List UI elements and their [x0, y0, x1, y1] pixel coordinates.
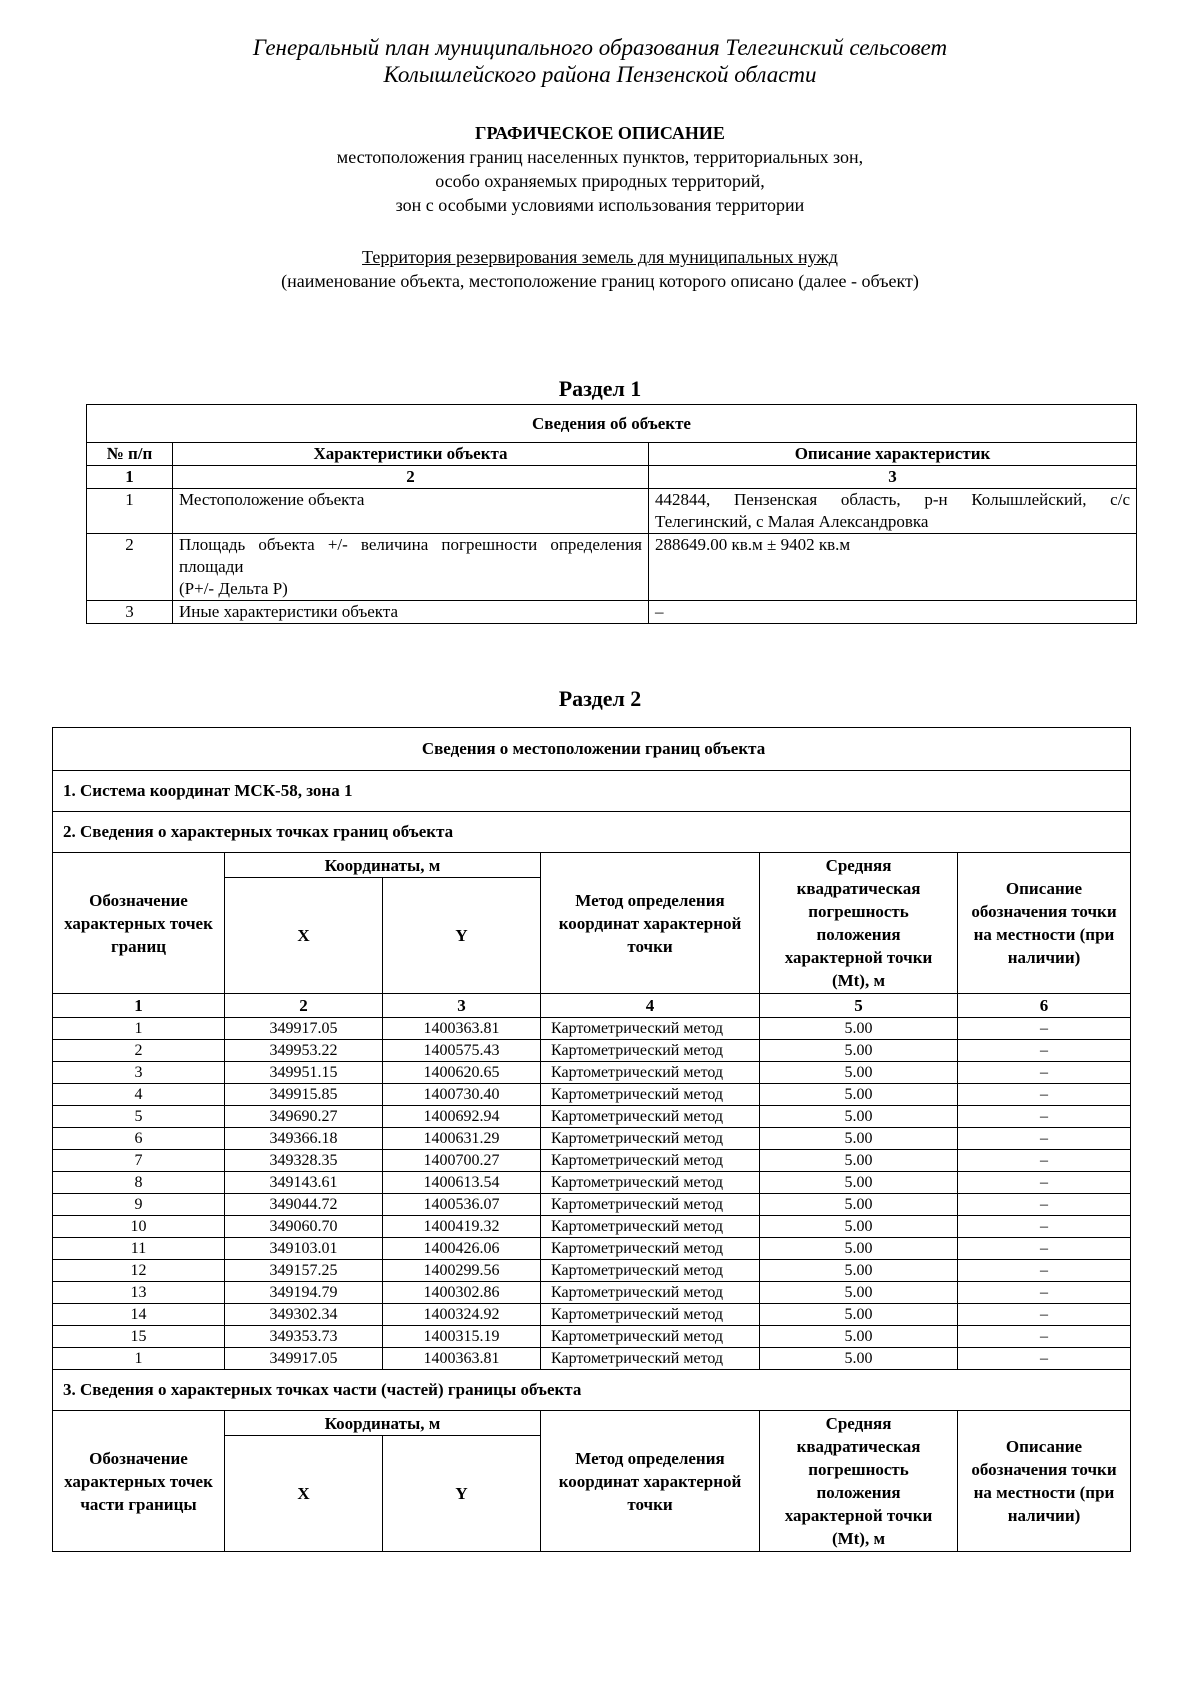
point-error: 5.00	[760, 1062, 958, 1084]
point-number: 14	[53, 1304, 225, 1326]
point-error: 5.00	[760, 1018, 958, 1040]
point-error: 5.00	[760, 1084, 958, 1106]
point-method: Картометрический метод	[541, 1304, 760, 1326]
point-y: 1400363.81	[383, 1018, 541, 1040]
table-row	[87, 534, 1137, 601]
point-method: Картометрический метод	[541, 1084, 760, 1106]
point-description: –	[958, 1304, 1131, 1326]
row-num: 3	[87, 601, 173, 624]
point-method: Картометрический метод	[541, 1040, 760, 1062]
column-header-coordinates: Координаты, м	[225, 853, 541, 878]
point-error: 5.00	[760, 1216, 958, 1238]
point-number: 13	[53, 1282, 225, 1304]
point-error: 5.00	[760, 1106, 958, 1128]
column-header-y: Y	[383, 878, 541, 994]
row-characteristic-extra: (Р+/- Дельта Р)	[179, 579, 288, 598]
point-method: Картометрический метод	[541, 1172, 760, 1194]
table-row	[53, 1216, 1131, 1238]
point-error: 5.00	[760, 1238, 958, 1260]
point-x: 349917.05	[225, 1018, 383, 1040]
point-method: Картометрический метод	[541, 1194, 760, 1216]
point-number: 10	[53, 1216, 225, 1238]
column-header-num: № п/п	[87, 443, 173, 466]
column-number-6: 6	[958, 994, 1131, 1018]
row-num: 2	[87, 534, 173, 601]
point-x: 349157.25	[225, 1260, 383, 1282]
page-header	[0, 34, 1200, 88]
point-y: 1400302.86	[383, 1282, 541, 1304]
table-row	[87, 489, 1137, 534]
point-y: 1400363.81	[383, 1348, 541, 1370]
parts-column-header-y: Y	[383, 1436, 541, 1552]
column-number-5: 5	[760, 994, 958, 1018]
row-characteristic-text: Площадь объекта +/- величина погрешности определения площади	[179, 535, 642, 576]
point-description: –	[958, 1326, 1131, 1348]
point-method: Картометрический метод	[541, 1018, 760, 1040]
point-number: 3	[53, 1062, 225, 1084]
point-description: –	[958, 1150, 1131, 1172]
column-number-4: 4	[541, 994, 760, 1018]
point-description: –	[958, 1018, 1131, 1040]
column-header-point: Обозначение характерных точек границ	[53, 853, 225, 994]
row-characteristic: Иные характеристики объекта	[173, 601, 649, 624]
document-subtitle	[0, 145, 1200, 217]
point-number: 2	[53, 1040, 225, 1062]
point-error: 5.00	[760, 1282, 958, 1304]
point-x: 349951.15	[225, 1062, 383, 1084]
header-line-2: Колышлейского района Пензенской области	[383, 62, 817, 87]
table-row	[87, 601, 1137, 624]
parts-column-header-method: Метод определения координат характерной точки	[541, 1411, 760, 1552]
column-number-2: 2	[173, 466, 649, 489]
point-error: 5.00	[760, 1348, 958, 1370]
point-description: –	[958, 1238, 1131, 1260]
point-y: 1400426.06	[383, 1238, 541, 1260]
table-row	[53, 1172, 1131, 1194]
point-number: 11	[53, 1238, 225, 1260]
point-y: 1400536.07	[383, 1194, 541, 1216]
point-y: 1400631.29	[383, 1128, 541, 1150]
subtitle-line-3: зон с особыми условиями использования территории	[395, 195, 805, 215]
table-row	[53, 1260, 1131, 1282]
table-row	[53, 1084, 1131, 1106]
point-x: 349366.18	[225, 1128, 383, 1150]
point-error: 5.00	[760, 1172, 958, 1194]
point-number: 15	[53, 1326, 225, 1348]
point-x: 349044.72	[225, 1194, 383, 1216]
column-number-1: 1	[53, 994, 225, 1018]
column-number-2: 2	[225, 994, 383, 1018]
column-header-description: Описание характеристик	[649, 443, 1137, 466]
table-row	[53, 1326, 1131, 1348]
subtitle-line-2: особо охраняемых природных территорий,	[435, 171, 765, 191]
point-description: –	[958, 1216, 1131, 1238]
row-description: 442844, Пензенская область, р-н Колышлейский, с/с Телегинский, с Малая Александровка	[649, 489, 1137, 534]
point-y: 1400700.27	[383, 1150, 541, 1172]
point-method: Картометрический метод	[541, 1216, 760, 1238]
point-method: Картометрический метод	[541, 1062, 760, 1084]
point-description: –	[958, 1194, 1131, 1216]
point-number: 4	[53, 1084, 225, 1106]
table-row	[53, 1194, 1131, 1216]
point-method: Картометрический метод	[541, 1326, 760, 1348]
table-row	[53, 1238, 1131, 1260]
point-number: 8	[53, 1172, 225, 1194]
object-info-table-title: Сведения об объекте	[87, 405, 1137, 443]
point-number: 12	[53, 1260, 225, 1282]
point-description: –	[958, 1282, 1131, 1304]
column-number-3: 3	[649, 466, 1137, 489]
table-row	[53, 1128, 1131, 1150]
row-description: –	[649, 601, 1137, 624]
parts-column-header-point: Обозначение характерных точек части границы	[53, 1411, 225, 1552]
point-error: 5.00	[760, 1326, 958, 1348]
coordinate-system: 1. Система координат МСК-58, зона 1	[53, 771, 1131, 812]
parts-column-header-coordinates: Координаты, м	[225, 1411, 541, 1436]
point-method: Картометрический метод	[541, 1260, 760, 1282]
point-y: 1400613.54	[383, 1172, 541, 1194]
point-method: Картометрический метод	[541, 1282, 760, 1304]
point-number: 1	[53, 1018, 225, 1040]
point-error: 5.00	[760, 1194, 958, 1216]
column-header-description: Описание обозначения точки на местности (при наличии)	[958, 853, 1131, 994]
point-y: 1400299.56	[383, 1260, 541, 1282]
point-number: 9	[53, 1194, 225, 1216]
point-y: 1400730.40	[383, 1084, 541, 1106]
point-error: 5.00	[760, 1040, 958, 1062]
boundary-points-table	[52, 727, 1131, 1552]
object-info-table	[86, 404, 1137, 624]
row-characteristic	[173, 534, 649, 601]
row-description: 288649.00 кв.м ± 9402 кв.м	[649, 534, 1137, 601]
point-description: –	[958, 1172, 1131, 1194]
point-description: –	[958, 1260, 1131, 1282]
point-error: 5.00	[760, 1150, 958, 1172]
table-row	[53, 1304, 1131, 1326]
point-description: –	[958, 1128, 1131, 1150]
object-name: Территория резервирования земель для муниципальных нужд	[362, 247, 838, 267]
boundary-table-title: Сведения о местоположении границ объекта	[53, 728, 1131, 771]
table-row	[53, 1062, 1131, 1084]
section-1-heading: Раздел 1	[558, 376, 642, 401]
point-x: 349302.34	[225, 1304, 383, 1326]
point-x: 349690.27	[225, 1106, 383, 1128]
column-header-error: Средняя квадратическая погрешность положения характерной точки (Mt), м	[760, 853, 958, 994]
object-name-caption: (наименование объекта, местоположение границ которого описано (далее - объект)	[281, 271, 919, 291]
parts-column-header-error: Средняя квадратическая погрешность положения характерной точки (Mt), м	[760, 1411, 958, 1552]
column-header-x: X	[225, 878, 383, 994]
point-x: 349194.79	[225, 1282, 383, 1304]
point-error: 5.00	[760, 1304, 958, 1326]
points-section-title: 2. Сведения о характерных точках границ объекта	[53, 812, 1131, 853]
table-row	[53, 1040, 1131, 1062]
table-row	[53, 1348, 1131, 1370]
point-x: 349353.73	[225, 1326, 383, 1348]
point-number: 6	[53, 1128, 225, 1150]
point-method: Картометрический метод	[541, 1150, 760, 1172]
point-description: –	[958, 1348, 1131, 1370]
object-name-block	[0, 245, 1200, 293]
subtitle-line-1: местоположения границ населенных пунктов, территориальных зон,	[336, 147, 864, 167]
table-row	[53, 1150, 1131, 1172]
point-x: 349915.85	[225, 1084, 383, 1106]
point-description: –	[958, 1084, 1131, 1106]
point-number: 5	[53, 1106, 225, 1128]
point-method: Картометрический метод	[541, 1128, 760, 1150]
point-y: 1400419.32	[383, 1216, 541, 1238]
row-num: 1	[87, 489, 173, 534]
point-method: Картометрический метод	[541, 1106, 760, 1128]
point-x: 349917.05	[225, 1348, 383, 1370]
point-y: 1400575.43	[383, 1040, 541, 1062]
point-x: 349953.22	[225, 1040, 383, 1062]
table-row	[53, 1018, 1131, 1040]
point-x: 349103.01	[225, 1238, 383, 1260]
point-description: –	[958, 1106, 1131, 1128]
point-number: 7	[53, 1150, 225, 1172]
point-method: Картометрический метод	[541, 1238, 760, 1260]
point-method: Картометрический метод	[541, 1348, 760, 1370]
section-2-heading: Раздел 2	[558, 686, 642, 711]
point-y: 1400692.94	[383, 1106, 541, 1128]
table-row	[53, 1106, 1131, 1128]
point-x: 349143.61	[225, 1172, 383, 1194]
point-x: 349328.35	[225, 1150, 383, 1172]
parts-column-header-x: X	[225, 1436, 383, 1552]
point-y: 1400315.19	[383, 1326, 541, 1348]
point-number: 1	[53, 1348, 225, 1370]
column-header-method: Метод определения координат характерной точки	[541, 853, 760, 994]
column-number-3: 3	[383, 994, 541, 1018]
point-error: 5.00	[760, 1128, 958, 1150]
point-y: 1400620.65	[383, 1062, 541, 1084]
column-number-1: 1	[87, 466, 173, 489]
header-line-1: Генеральный план муниципального образования Телегинский сельсовет	[252, 35, 948, 60]
parts-column-header-description: Описание обозначения точки на местности (при наличии)	[958, 1411, 1131, 1552]
point-y: 1400324.92	[383, 1304, 541, 1326]
row-characteristic: Местоположение объекта	[173, 489, 649, 534]
table-row	[53, 1282, 1131, 1304]
point-description: –	[958, 1040, 1131, 1062]
point-x: 349060.70	[225, 1216, 383, 1238]
point-error: 5.00	[760, 1260, 958, 1282]
document-title: ГРАФИЧЕСКОЕ ОПИСАНИЕ	[475, 123, 725, 143]
parts-section-title: 3. Сведения о характерных точках части (частей) границы объекта	[53, 1370, 1131, 1411]
points-table-body	[53, 1018, 1131, 1370]
column-header-characteristic: Характеристики объекта	[173, 443, 649, 466]
point-description: –	[958, 1062, 1131, 1084]
